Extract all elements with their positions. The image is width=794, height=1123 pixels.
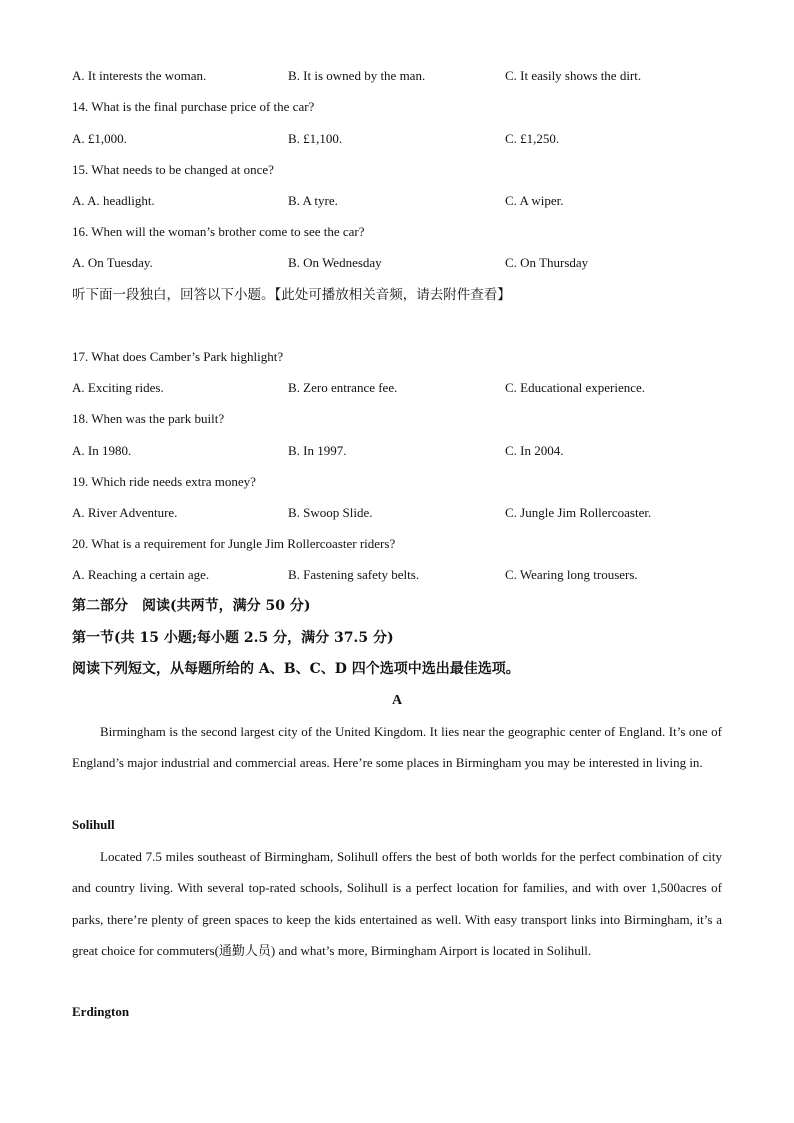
q16-question: 16. When will the woman’s brother come to see the car? [72,224,365,239]
q14-option-b: B. £1,100. [288,131,343,146]
q17-option-b: B. Zero entrance fee. [288,380,398,395]
q16-option-c: C. On Thursday [505,255,589,270]
erdington-heading: Erdington [72,1004,130,1019]
q18-option-a: A. In 1980. [72,443,132,458]
q14-option-a: A. £1,000. [72,131,127,146]
q19-option-c: C. Jungle Jim Rollercoaster. [505,505,652,520]
q13-option-b: B. It is owned by the man. [288,68,426,83]
q14-question: 14. What is the final purchase price of the car? [72,99,315,114]
q17-option-c: C. Educational experience. [505,380,646,395]
q16-option-a: A. On Tuesday. [72,255,153,270]
q18-option-c: C. In 2004. [505,443,564,458]
q20-option-a: A. Reaching a certain age. [72,567,210,582]
q14-option-c: C. £1,250. [505,131,560,146]
solihull-heading: Solihull [72,817,115,832]
part2-title: 第二部分 阅读(共两节，满分 50 分) [72,598,311,614]
q13-option-c: C. It easily shows the dirt. [505,68,642,83]
q20-option-c: C. Wearing long trousers. [505,567,638,582]
q16-option-b: B. On Wednesday [288,255,382,270]
q15-option-b: B. A tyre. [288,193,338,208]
q17-option-a: A. Exciting rides. [72,380,164,395]
q17-question: 17. What does Camber’s Park highlight? [72,349,284,364]
solihull-paragraph: Located 7.5 miles southeast of Birmingham, Solihull offers the best of both worlds for the perfect combination of city and country living. With several top-rated schools, Solihull is a perfect location for families, and with over 1,500acres of parks, there’re plenty of green spaces to keep the kids entertained as well. With easy transport links into Birmingham, it’s a great choice for commuters(通勤人员) and what’s more, Birmingham Airport is located in Solihull. [72,849,722,958]
reading-instruction: 阅读下列短文，从每题所给的 A、B、C、D 四个选项中选出最佳选项。 [72,661,520,677]
q19-option-b: B. Swoop Slide. [288,505,373,520]
q18-question: 18. When was the park built? [72,411,225,426]
intro-paragraph: Birmingham is the second largest city of the United Kingdom. It lies near the geographic center of England. It’s one of England’s major industrial and commercial areas. Here’re some places in Birmingham you may be interested in living in. [72,724,722,771]
q18-option-b: B. In 1997. [288,443,347,458]
q19-question: 19. Which ride needs extra money? [72,474,256,489]
section1-title: 第一节(共 15 小题;每小题 2.5 分，满分 37.5 分) [72,630,394,646]
q13-option-a: A. It interests the woman. [72,68,207,83]
q15-option-a: A. A. headlight. [72,193,155,208]
monologue-instruction: 听下面一段独白，回答以下小题。【此处可播放相关音频，请去附件查看】 [72,287,511,303]
q19-option-a: A. River Adventure. [72,505,178,520]
q20-question: 20. What is a requirement for Jungle Jim Rollercoaster riders? [72,536,396,551]
passage-label: A [391,693,403,708]
q15-question: 15. What needs to be changed at once? [72,162,274,177]
q15-option-c: C. A wiper. [505,193,564,208]
q20-option-b: B. Fastening safety belts. [288,567,420,582]
